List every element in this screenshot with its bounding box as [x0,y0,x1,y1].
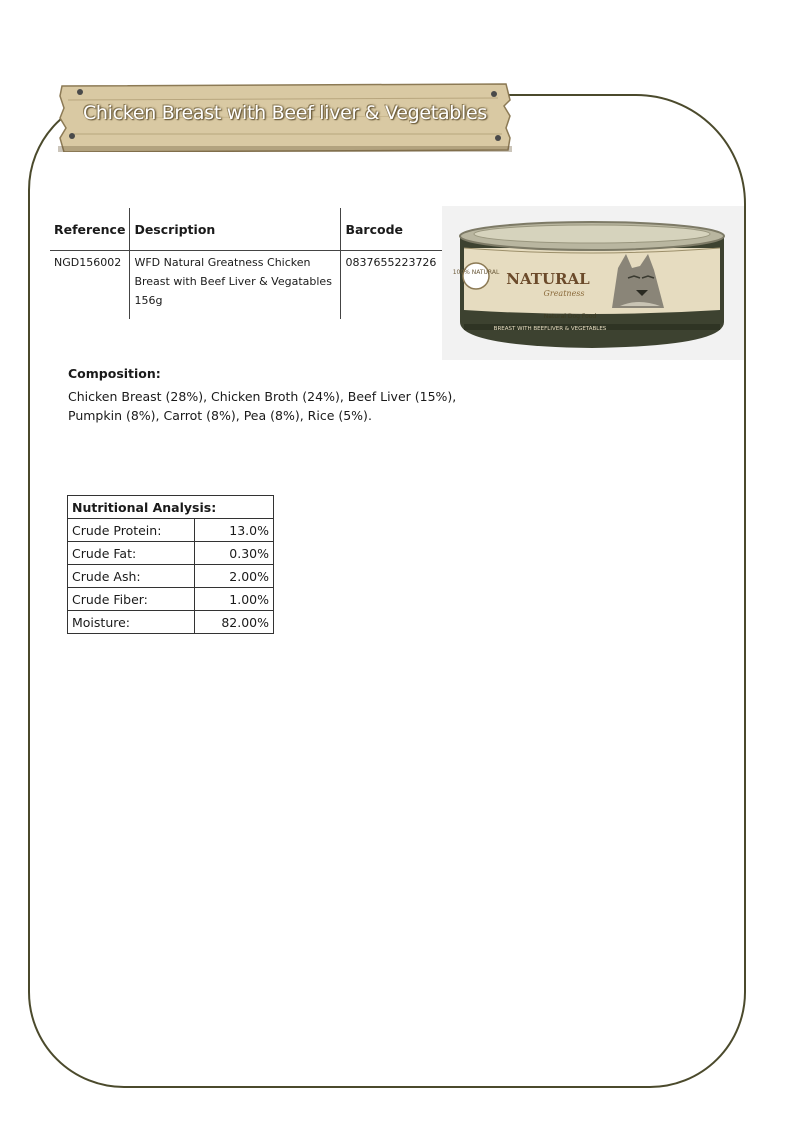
reference-table [50,208,455,319]
header-description: Description [130,208,341,251]
nutrition-value: 13.0% [195,519,274,542]
composition-section [68,364,508,425]
nail-icon [491,91,497,97]
nutrition-value: 0.30% [195,542,274,565]
table-row [68,611,274,634]
nutrition-label: Moisture: [68,611,195,634]
header-reference: Reference [50,208,130,251]
nail-icon [495,135,501,141]
table-row [68,542,274,565]
table-row [68,565,274,588]
nutrition-value: 1.00% [195,588,274,611]
product-can-image [442,206,744,360]
banner-title: Chicken Breast with Beef liver & Vegetables [82,102,488,124]
nail-icon [77,89,83,95]
badge-text: 100% NATURAL [452,269,500,276]
brand-sub-text: Greatness [543,289,585,298]
tagline-text: Natural Dog Food [543,313,597,320]
reference-value: NGD156002 [50,251,130,320]
table-row [68,519,274,542]
nutrition-label: Crude Ash: [68,565,195,588]
nutrition-label: Crude Protein: [68,519,195,542]
header-barcode: Barcode [341,208,456,251]
description-value: WFD Natural Greatness Chicken Breast with Beef Liver & Vegatables 156g [130,251,341,320]
brand-text: NATURAL [506,270,590,288]
title-banner [58,82,512,152]
composition-text: Chicken Breast (28%), Chicken Broth (24%), Beef Liver (15%), Pumpkin (8%), Carrot (8%), Pea (8%), Rice (5%). [68,389,457,423]
nutrition-label: Crude Fat: [68,542,195,565]
nutrition-heading: Nutritional Analysis: [68,496,274,519]
strip-text: BREAST WITH BEEFLIVER & VEGETABLES [493,326,607,332]
nutrition-value: 2.00% [195,565,274,588]
table-row [68,588,274,611]
nutrition-value: 82.00% [195,611,274,634]
natural-badge-icon [463,263,489,289]
nail-icon [69,133,75,139]
table-row [50,251,455,320]
nutrition-label: Crude Fiber: [68,588,195,611]
barcode-value: 0837655223726 [345,256,437,269]
composition-heading: Composition: [68,366,161,381]
nutrition-table [67,495,274,634]
